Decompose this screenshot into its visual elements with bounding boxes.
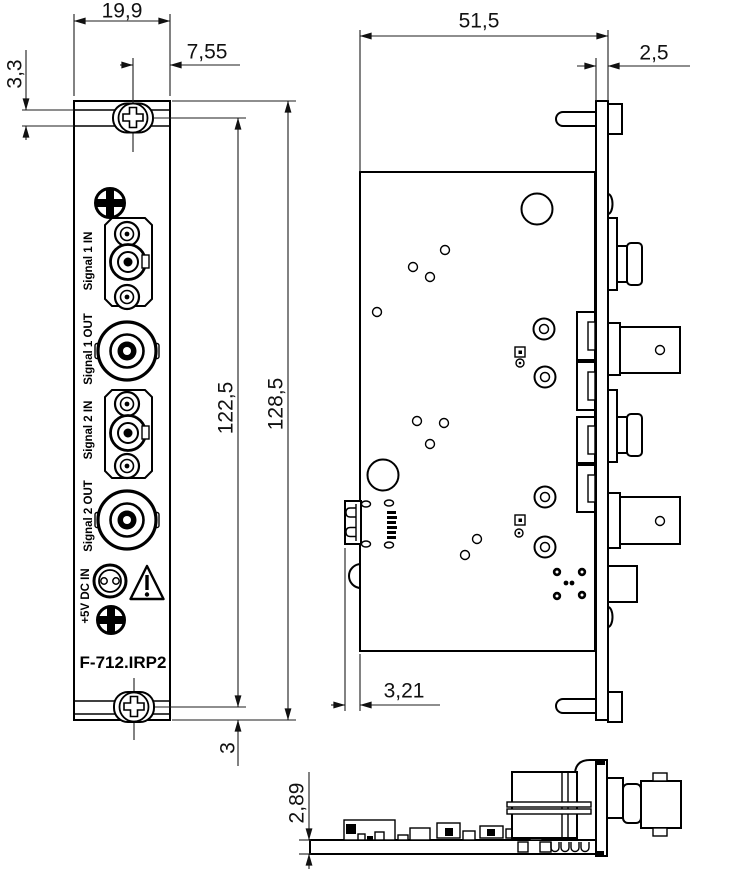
- connector-signal2-out-side: [608, 493, 680, 548]
- label-power-in: +5V DC IN: [80, 568, 92, 624]
- connector-signal1-in: [105, 218, 152, 309]
- board-hole: [368, 460, 399, 491]
- connector-signal1-out-side: [608, 323, 680, 375]
- label-signal2-out: Signal 2 OUT: [83, 480, 95, 552]
- bottom-dimensions: [286, 772, 312, 869]
- panel-end-cap: [597, 760, 605, 765]
- connector-power-in: [94, 565, 126, 597]
- dim-screw-to-edge: 3: [216, 742, 240, 754]
- label-signal1-out: Signal 1 OUT: [83, 313, 95, 385]
- dim-connector-overhang: 3,21: [383, 679, 425, 703]
- dim-screw-offset: 7,55: [186, 40, 228, 64]
- dim-panel-height: 128,5: [264, 377, 288, 431]
- dim-panel-thickness: 2,5: [639, 41, 669, 65]
- side-view: [345, 101, 680, 722]
- pcb-edge-on: [310, 840, 596, 854]
- mounting-screw-bottom-side: [556, 692, 622, 722]
- dim-depth: 51,5: [458, 9, 500, 33]
- connector-signal1-in-side: [608, 218, 642, 290]
- connector-power-side: [608, 566, 637, 602]
- connector-signal1-out: [95, 322, 159, 380]
- label-signal1-in: Signal 1 IN: [83, 231, 95, 291]
- bnc-body-bottom: [507, 772, 591, 838]
- panel-edge-bottom-view: [596, 760, 607, 856]
- dim-board-thickness: 2,89: [285, 782, 309, 824]
- wire-arc: [575, 760, 596, 773]
- label-signal2-in: Signal 2 IN: [83, 400, 95, 460]
- model-label: F-712.IRP2: [79, 653, 167, 672]
- mounting-screw-top-side: [556, 104, 622, 134]
- board-hole: [522, 194, 553, 225]
- dim-panel-width: 19,9: [101, 0, 143, 23]
- panel-end-cap: [597, 851, 604, 856]
- panel-screw-upper: [96, 189, 125, 218]
- front-view: [74, 58, 170, 740]
- bottom-view: [310, 760, 681, 856]
- panel-edge: [596, 101, 608, 720]
- pcb-outline: [360, 172, 595, 651]
- connector-signal2-in-side: [608, 390, 642, 462]
- dim-slot-offset: 3,3: [3, 59, 27, 89]
- dim-screw-spacing: 122,5: [214, 381, 238, 435]
- connector-signal2-in: [105, 390, 152, 478]
- bnc-connector-bottom-view: [607, 773, 681, 836]
- connector-signal2-out: [95, 491, 159, 549]
- panel-screw-lower: [98, 607, 125, 634]
